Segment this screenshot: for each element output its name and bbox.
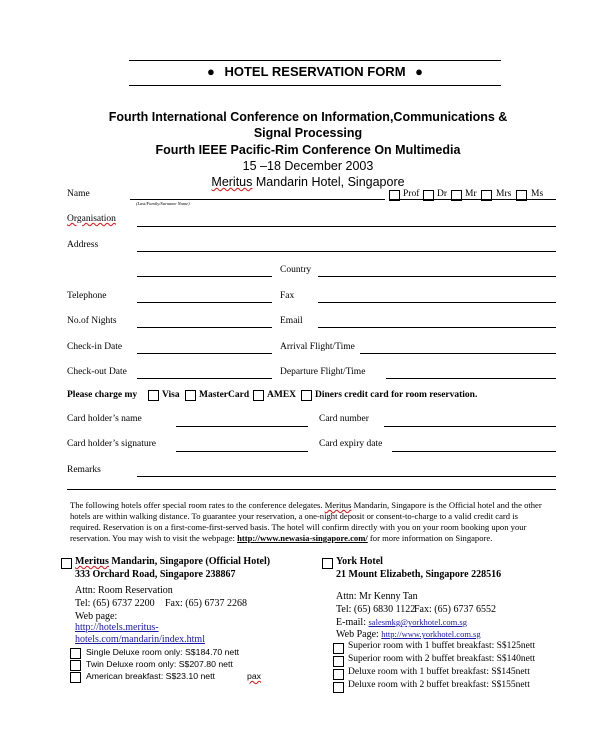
room-twin-deluxe: Twin Deluxe room only: S$207.80 nett	[86, 659, 233, 669]
hotel-meritus-web-label: Web page:	[75, 611, 118, 622]
info-text: reservation. You may wish to visit the webpage:	[70, 533, 235, 543]
name-line[interactable]	[130, 199, 385, 200]
form-title	[129, 64, 501, 79]
york-room-1: Superior room with 1 buffet breakfast: S$125nett	[348, 641, 536, 651]
name-hint: (Last/Family/Surname Name)	[136, 201, 190, 206]
hotel-meritus-web-link-2[interactable]: hotels.com/mandarin/index.html	[75, 634, 205, 645]
american-breakfast: American breakfast: S$23.10 nett	[86, 671, 215, 681]
arrival-line[interactable]	[360, 353, 556, 354]
info-text: for more information on Singapore.	[369, 533, 493, 543]
conference-line-1: Fourth International Conference on Information,Communications &	[108, 110, 508, 124]
hotel-york-tel: Tel: (65) 6830 1122	[336, 604, 416, 615]
info-line-3: required. Reservation is on a first-come-first-served basis. The hotel will confirm directly with you on your room booking upon your	[70, 522, 527, 532]
venue-rest: Mandarin Hotel, Singapore	[255, 175, 405, 189]
title-prof-label: Prof	[403, 189, 420, 199]
email-label-text: E-mail:	[336, 617, 366, 628]
york-room-4-checkbox[interactable]	[333, 682, 344, 693]
title-line	[389, 199, 556, 200]
email-label: Email	[280, 316, 303, 326]
meritus-rest: Mandarin, Singapore (Official Hotel)	[111, 556, 271, 567]
hotel-york-fax: Fax: (65) 6737 6552	[414, 604, 496, 615]
hotel-meritus-attn: Attn: Room Reservation	[75, 585, 173, 596]
address-line-2[interactable]	[137, 276, 272, 277]
card-number-label: Card number	[319, 414, 369, 424]
checkin-label: Check-in Date	[67, 342, 123, 352]
title-ms-label: Ms	[531, 189, 544, 199]
title-rule-top	[129, 60, 501, 61]
diners-label: Diners credit card for room reservation.	[315, 390, 478, 400]
info-text: Mandarin, Singapore is the Official hotel and the other	[353, 500, 542, 510]
hotel-york-address: 21 Mount Elizabeth, Singapore 228516	[336, 569, 502, 580]
cardholder-signature-label: Card holder’s signature	[67, 439, 156, 449]
checkout-line[interactable]	[137, 378, 272, 379]
hotel-york-email-link[interactable]: salesmkg@yorkhotel.com.sg	[368, 617, 467, 627]
country-line[interactable]	[318, 276, 556, 277]
cardholder-signature-line[interactable]	[176, 451, 308, 452]
title-dr-label: Dr	[437, 189, 448, 199]
york-room-3-checkbox[interactable]	[333, 669, 344, 680]
conference-line-2: Signal Processing	[253, 126, 363, 140]
mastercard-label: MasterCard	[199, 390, 250, 400]
diners-checkbox[interactable]	[301, 390, 312, 401]
address-label: Address	[67, 240, 99, 250]
remarks-label: Remarks	[67, 465, 101, 475]
remarks-line[interactable]	[137, 476, 556, 477]
hotel-meritus-fax: Fax: (65) 6737 2268	[165, 598, 247, 609]
title-mrs-label: Mrs	[496, 189, 512, 199]
hotel-york-name: York Hotel	[336, 556, 383, 567]
room-single-deluxe-checkbox[interactable]	[70, 648, 81, 659]
singapore-webpage-link[interactable]: http://www.newasia-singapore.com/	[237, 533, 368, 543]
departure-line[interactable]	[386, 378, 556, 379]
york-room-3: Deluxe room with 1 buffet breakfast: S$145nett	[348, 667, 530, 677]
checkout-label: Check-out Date	[67, 367, 127, 377]
hotel-meritus-web-link-1[interactable]: http://hotels.meritus-	[75, 622, 159, 633]
nights-line[interactable]	[137, 327, 272, 328]
web-label-text: Web Page:	[336, 629, 379, 640]
card-expiry-line[interactable]	[392, 451, 556, 452]
title-rule-bottom	[129, 85, 501, 86]
section-divider	[67, 489, 556, 490]
payment-prefix: Please charge my	[67, 390, 138, 400]
york-room-1-checkbox[interactable]	[333, 643, 344, 654]
name-label: Name	[67, 189, 90, 199]
cardholder-name-label: Card holder’s name	[67, 414, 142, 424]
bullet-icon: ●	[415, 64, 424, 79]
organisation-line[interactable]	[137, 226, 556, 227]
info-line-2: hotels are within walking distance. To guarantee your reservation, a one-night deposit or consent-to-charge to a valid credit card is	[70, 511, 518, 521]
nights-label: No.of Nights	[67, 316, 117, 326]
card-number-line[interactable]	[384, 426, 556, 427]
info-line-1	[70, 500, 542, 510]
visa-label: Visa	[162, 390, 180, 400]
york-room-2-checkbox[interactable]	[333, 656, 344, 667]
hotel-york-email	[336, 617, 467, 628]
venue-name: Meritus	[211, 175, 253, 189]
info-meritus: Meritus	[324, 500, 352, 510]
email-line[interactable]	[318, 327, 556, 328]
conference-dates: 15 –18 December 2003	[242, 159, 374, 173]
conference-line-3: Fourth IEEE Pacific-Rim Conference On Multimedia	[155, 143, 461, 157]
visa-checkbox[interactable]	[148, 390, 159, 401]
card-expiry-label: Card expiry date	[319, 439, 383, 449]
country-label: Country	[280, 265, 312, 275]
arrival-label: Arrival Flight/Time	[280, 342, 355, 352]
info-text: The following hotels offer special room rates to the conference delegates.	[70, 500, 323, 510]
mastercard-checkbox[interactable]	[185, 390, 196, 401]
amex-label: AMEX	[267, 390, 297, 400]
hotel-york-checkbox[interactable]	[322, 558, 333, 569]
checkin-line[interactable]	[137, 353, 272, 354]
address-line-1[interactable]	[137, 251, 556, 252]
departure-label: Departure Flight/Time	[280, 367, 366, 377]
hotel-meritus-checkbox[interactable]	[61, 558, 72, 569]
hotel-meritus-address: 333 Orchard Road, Singapore 238867	[75, 569, 236, 580]
bullet-icon: ●	[206, 64, 215, 79]
cardholder-name-line[interactable]	[176, 426, 308, 427]
room-single-deluxe: Single Deluxe room only: S$184.70 nett	[86, 647, 240, 657]
room-twin-deluxe-checkbox[interactable]	[70, 660, 81, 671]
hotel-york-web-link[interactable]: http://www.yorkhotel.com.sg	[381, 629, 481, 639]
fax-line[interactable]	[318, 302, 556, 303]
telephone-line[interactable]	[137, 302, 272, 303]
american-breakfast-unit: pax	[247, 671, 262, 681]
meritus-word: Meritus	[75, 556, 109, 567]
telephone-label: Telephone	[67, 291, 107, 301]
fax-label: Fax	[280, 291, 295, 301]
form-title-text: HOTEL RESERVATION FORM	[224, 64, 406, 79]
hotel-meritus-name	[75, 556, 270, 567]
amex-checkbox[interactable]	[253, 390, 264, 401]
organisation-label: Organisation	[67, 214, 116, 224]
york-room-4: Deluxe room with 2 buffet breakfast: S$155nett	[348, 680, 530, 690]
american-breakfast-checkbox[interactable]	[70, 672, 81, 683]
york-room-2: Superior room with 2 buffet breakfast: S$140nett	[348, 654, 536, 664]
title-mr-label: Mr	[465, 189, 477, 199]
info-line-4	[70, 533, 492, 543]
hotel-york-attn: Attn: Mr Kenny Tan	[336, 591, 418, 602]
hotel-york-web	[336, 629, 481, 640]
conference-venue	[0, 175, 600, 189]
hotel-meritus-tel: Tel: (65) 6737 2200	[75, 598, 155, 609]
